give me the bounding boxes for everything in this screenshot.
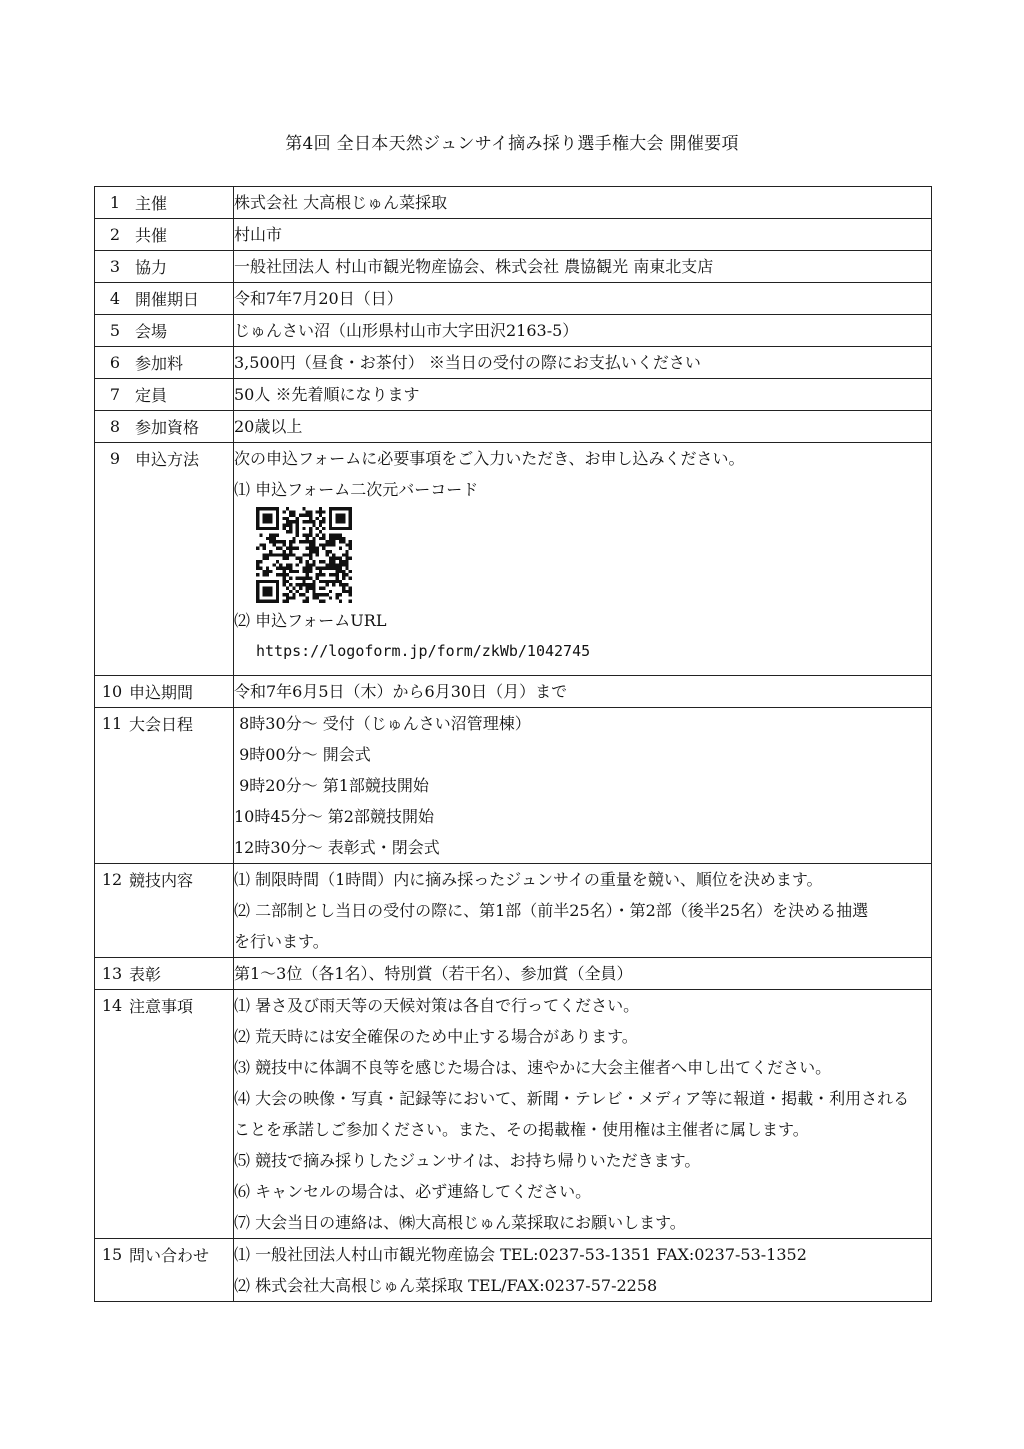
qr-item-label: ⑴ 申込フォーム二次元バーコード bbox=[234, 480, 479, 499]
row-value: 20歳以上 bbox=[234, 417, 303, 436]
note-item: ⑹ キャンセルの場合は、必ず連絡してください。 bbox=[234, 1182, 592, 1201]
row-number: 1 bbox=[109, 193, 121, 212]
row-label: 主催 bbox=[135, 194, 168, 213]
row-value-cell bbox=[234, 315, 932, 347]
row-label: 申込期間 bbox=[129, 683, 194, 702]
row-value-cell bbox=[234, 187, 932, 219]
row-label: 注意事項 bbox=[129, 997, 194, 1016]
application-method-cell bbox=[234, 443, 932, 676]
row-value-cell bbox=[234, 958, 932, 990]
event-outline-table bbox=[94, 186, 932, 1302]
table-row bbox=[95, 958, 932, 990]
row-number: 6 bbox=[109, 353, 121, 372]
row-label: 開催期日 bbox=[135, 290, 200, 309]
content-item: ⑴ 制限時間（1時間）内に摘み採ったジュンサイの重量を競い、順位を決めます。 bbox=[234, 870, 823, 889]
row-number: 8 bbox=[109, 417, 121, 436]
row-value-cell bbox=[234, 379, 932, 411]
row-number: 5 bbox=[109, 321, 121, 340]
table-row bbox=[95, 347, 932, 379]
row-label: 大会日程 bbox=[129, 715, 194, 734]
row-number: 14 bbox=[101, 996, 123, 1015]
schedule-item: 12時30分～ 表彰式・閉会式 bbox=[234, 838, 440, 857]
row-label: 協力 bbox=[135, 258, 168, 277]
table-row bbox=[95, 411, 932, 443]
row-label-cell bbox=[95, 219, 234, 251]
contact-item: ⑴ 一般社団法人村山市観光物産協会 TEL:0237-53-1351 FAX:0237-53-1352 bbox=[234, 1245, 807, 1264]
row-label: 問い合わせ bbox=[129, 1246, 210, 1265]
table-row bbox=[95, 676, 932, 708]
document-title: 第4回 全日本天然ジュンサイ摘み採り選手権大会 開催要項 bbox=[285, 134, 739, 154]
row-label: 表彰 bbox=[129, 965, 162, 984]
application-form-url-link[interactable]: https://logoform.jp/form/zkWb/1042745 bbox=[256, 642, 591, 660]
table-row bbox=[95, 219, 932, 251]
row-value: 3,500円（昼食・お茶付） ※当日の受付の際にお支払いください bbox=[234, 353, 701, 372]
row-value-cell bbox=[234, 251, 932, 283]
row-label-cell bbox=[95, 676, 234, 708]
row-label-cell bbox=[95, 958, 234, 990]
note-item: ⑵ 荒天時には安全確保のため中止する場合があります。 bbox=[234, 1027, 638, 1046]
row-number: 13 bbox=[101, 964, 123, 983]
row-value: じゅんさい沼（山形県村山市大字田沢2163-5） bbox=[234, 321, 579, 340]
content-item: を行います。 bbox=[234, 932, 329, 951]
row-label-cell bbox=[95, 443, 234, 676]
row-number: 10 bbox=[101, 682, 123, 701]
application-intro: 次の申込フォームに必要事項をご入力いただき、お申し込みください。 bbox=[234, 449, 745, 468]
row-value: 50人 ※先着順になります bbox=[234, 385, 420, 404]
note-item: ⑷ 大会の映像・写真・記録等において、新聞・テレビ・メディア等に報道・掲載・利用される bbox=[234, 1089, 910, 1108]
row-number: 11 bbox=[101, 714, 123, 733]
row-number: 7 bbox=[109, 385, 121, 404]
awards-text: 第1～3位（各1名）、特別賞（若干名）、参加賞（全員） bbox=[234, 964, 633, 983]
competition-content-cell bbox=[234, 864, 932, 958]
row-number: 12 bbox=[101, 870, 123, 889]
row-value-cell bbox=[234, 283, 932, 315]
row-number: 15 bbox=[101, 1245, 123, 1264]
contact-cell bbox=[234, 1239, 932, 1302]
contact-item: ⑵ 株式会社大高根じゅん菜採取 TEL/FAX:0237-57-2258 bbox=[234, 1276, 658, 1295]
table-row bbox=[95, 443, 932, 676]
table-row bbox=[95, 379, 932, 411]
row-label-cell bbox=[95, 864, 234, 958]
row-label: 申込方法 bbox=[135, 450, 200, 469]
url-item-label: ⑵ 申込フォームURL bbox=[234, 611, 387, 630]
row-number: 2 bbox=[109, 225, 121, 244]
row-number: 9 bbox=[109, 449, 121, 468]
row-label-cell bbox=[95, 187, 234, 219]
row-label-cell bbox=[95, 411, 234, 443]
note-item: ことを承諾しご参加ください。また、その掲載権・使用権は主催者に属します。 bbox=[234, 1120, 809, 1139]
row-label-cell bbox=[95, 283, 234, 315]
row-label: 会場 bbox=[135, 322, 168, 341]
schedule-item: 10時45分～ 第2部競技開始 bbox=[234, 807, 434, 826]
schedule-item: 9時00分～ 開会式 bbox=[234, 745, 371, 764]
row-label-cell bbox=[95, 708, 234, 864]
table-row bbox=[95, 864, 932, 958]
row-value-cell bbox=[234, 676, 932, 708]
note-item: ⑺ 大会当日の連絡は、㈱大高根じゅん菜採取にお願いします。 bbox=[234, 1213, 686, 1232]
table-row bbox=[95, 1239, 932, 1302]
row-value: 村山市 bbox=[234, 225, 283, 244]
row-label: 定員 bbox=[135, 386, 168, 405]
row-value: 株式会社 大高根じゅん菜採取 bbox=[234, 193, 448, 212]
row-label-cell bbox=[95, 379, 234, 411]
qr-code-icon[interactable] bbox=[256, 507, 352, 603]
row-label-cell bbox=[95, 990, 234, 1239]
schedule-cell bbox=[234, 708, 932, 864]
table-row bbox=[95, 990, 932, 1239]
row-value: 一般社団法人 村山市観光物産協会、株式会社 農協観光 南東北支店 bbox=[234, 257, 714, 276]
table-row bbox=[95, 187, 932, 219]
row-label-cell bbox=[95, 315, 234, 347]
row-value-cell bbox=[234, 219, 932, 251]
row-number: 3 bbox=[109, 257, 121, 276]
table-row bbox=[95, 708, 932, 864]
row-label: 競技内容 bbox=[129, 871, 194, 890]
row-number: 4 bbox=[109, 289, 121, 308]
row-value-cell bbox=[234, 347, 932, 379]
schedule-item: 8時30分～ 受付（じゅんさい沼管理棟） bbox=[234, 714, 531, 733]
note-item: ⑶ 競技中に体調不良等を感じた場合は、速やかに大会主催者へ申し出てください。 bbox=[234, 1058, 832, 1077]
application-period: 令和7年6月5日（木）から6月30日（月）まで bbox=[234, 682, 568, 701]
row-label: 共催 bbox=[135, 226, 168, 245]
schedule-item: 9時20分～ 第1部競技開始 bbox=[234, 776, 429, 795]
note-item: ⑸ 競技で摘み採りしたジュンサイは、お持ち帰りいただきます。 bbox=[234, 1151, 701, 1170]
table-row bbox=[95, 251, 932, 283]
row-label: 参加資格 bbox=[135, 418, 200, 437]
note-item: ⑴ 暑さ及び雨天等の天候対策は各自で行ってください。 bbox=[234, 996, 640, 1015]
content-item: ⑵ 二部制とし当日の受付の際に、第1部（前半25名）・第2部（後半25名）を決める抽選 bbox=[234, 901, 869, 920]
notes-cell bbox=[234, 990, 932, 1239]
row-value: 令和7年7月20日（日） bbox=[234, 289, 403, 308]
row-label-cell bbox=[95, 251, 234, 283]
row-value-cell bbox=[234, 411, 932, 443]
row-label: 参加料 bbox=[135, 354, 184, 373]
row-label-cell bbox=[95, 1239, 234, 1302]
row-label-cell bbox=[95, 347, 234, 379]
table-row bbox=[95, 315, 932, 347]
table-row bbox=[95, 283, 932, 315]
